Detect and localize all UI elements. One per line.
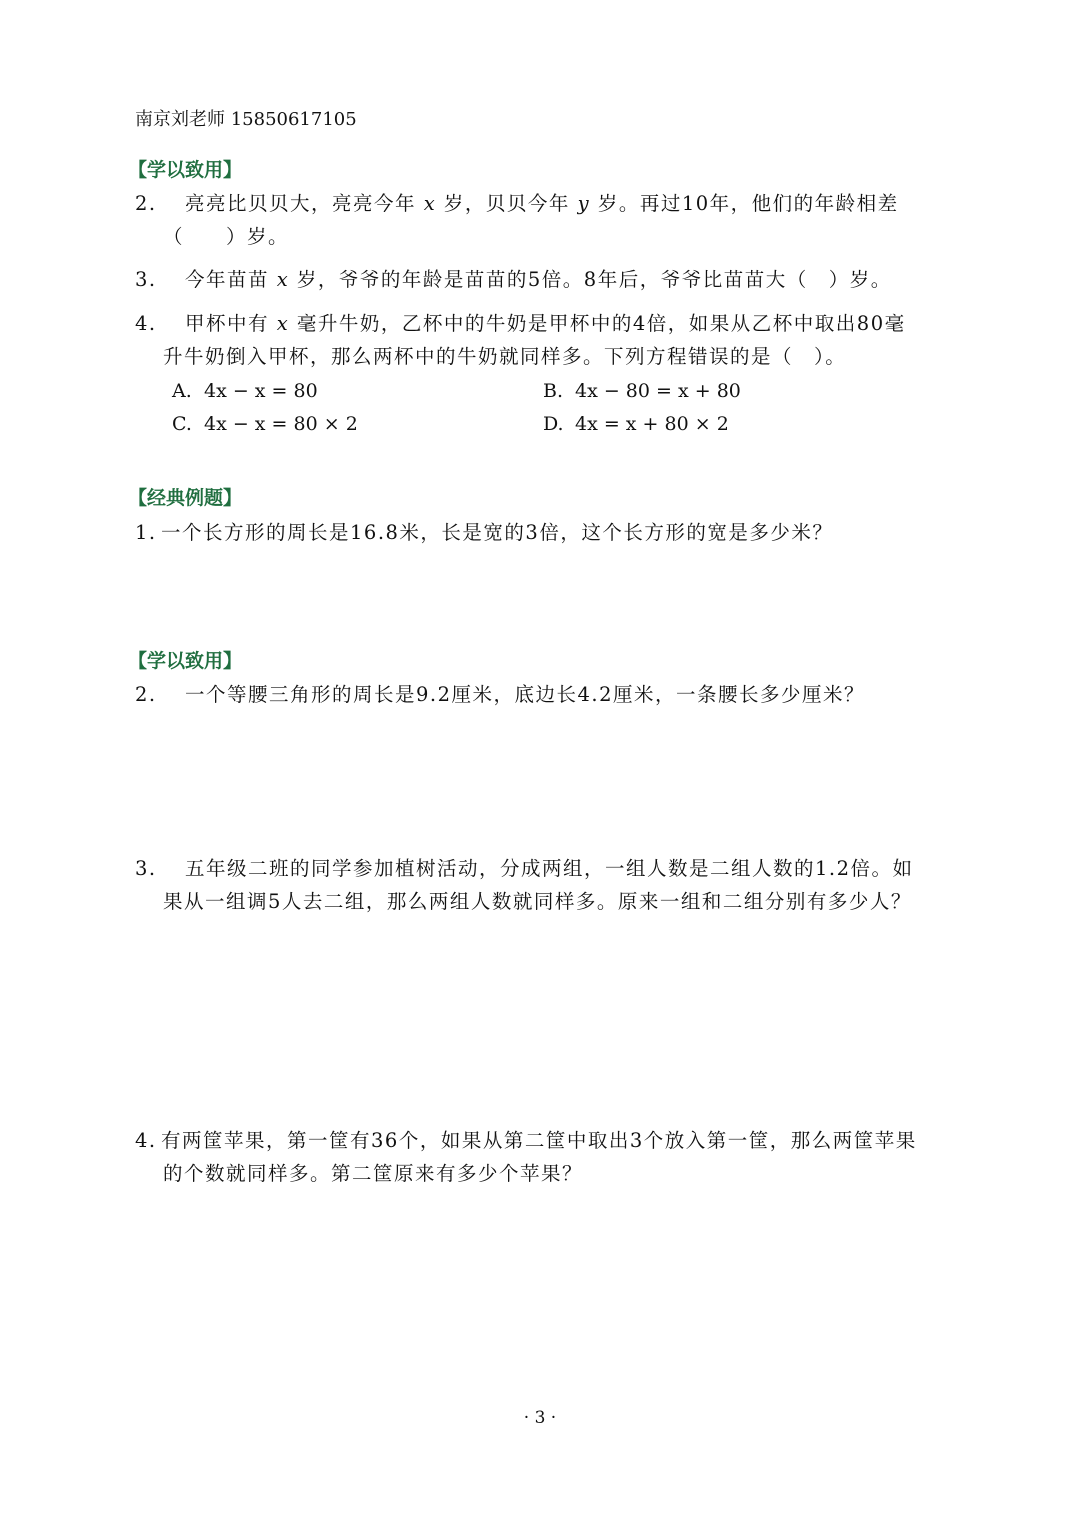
practice-question-2: 2. 一个等腰三角形的周长是9.2厘米，底边长4.2厘米，一条腰长多少厘米？	[135, 683, 866, 706]
option-d: D. 4x = x + 80 × 2	[543, 413, 729, 435]
option-c: C. 4x − x = 80 × 2	[172, 413, 358, 435]
practice-question-4-line-2: 的个数就同样多。第二筐原来有多少个苹果？	[163, 1162, 584, 1185]
page-number: · 3 ·	[523, 1408, 557, 1428]
option-b: B. 4x − 80 = x + 80	[543, 380, 741, 402]
question-4-line-1: 4. 甲杯中有 x 毫升牛奶，乙杯中的牛奶是甲杯中的4倍，如果从乙杯中取出80毫	[135, 312, 906, 335]
section-title-examples: 【经典例题】	[128, 487, 243, 509]
question-number: 2.	[135, 192, 157, 215]
teacher-header: 南京刘老师 15850617105	[135, 109, 357, 130]
section-title-practice-1: 【学以致用】	[128, 159, 243, 181]
question-number: 2.	[135, 683, 157, 706]
question-4-line-2: 升牛奶倒入甲杯，那么两杯中的牛奶就同样多。下列方程错误的是（ ）。	[163, 345, 847, 368]
option-a: A. 4x − x = 80	[172, 380, 318, 402]
variable-x: x	[276, 268, 290, 291]
variable-y: y	[577, 192, 591, 215]
variable-x: x	[423, 192, 437, 215]
question-number: 3.	[135, 857, 157, 880]
question-number: 3.	[135, 268, 157, 291]
question-number: 1.	[135, 521, 157, 544]
question-2-line-2: （ ）岁。	[163, 225, 290, 248]
question-2-line-1: 2. 亮亮比贝贝大，亮亮今年 x 岁，贝贝今年 y 岁。再过10年，他们的年龄相差	[135, 192, 899, 215]
example-1: 1. 一个长方形的周长是16.8米，长是宽的3倍，这个长方形的宽是多少米？	[135, 521, 834, 544]
variable-x: x	[276, 312, 290, 335]
practice-question-4-line-1: 4. 有两筐苹果，第一筐有36个，如果从第二筐中取出3个放入第一筐，那么两筐苹果	[135, 1129, 917, 1152]
question-number: 4.	[135, 1129, 157, 1152]
practice-question-3-line-2: 果从一组调5人去二组，那么两组人数就同样多。原来一组和二组分别有多少人？	[163, 890, 912, 913]
section-title-practice-2: 【学以致用】	[128, 650, 243, 672]
question-3: 3. 今年苗苗 x 岁，爷爷的年龄是苗苗的5倍。8年后，爷爷比苗苗大（ ）岁。	[135, 268, 892, 291]
question-number: 4.	[135, 312, 157, 335]
practice-question-3-line-1: 3. 五年级二班的同学参加植树活动，分成两组，一组人数是二组人数的1.2倍。如	[135, 857, 914, 880]
